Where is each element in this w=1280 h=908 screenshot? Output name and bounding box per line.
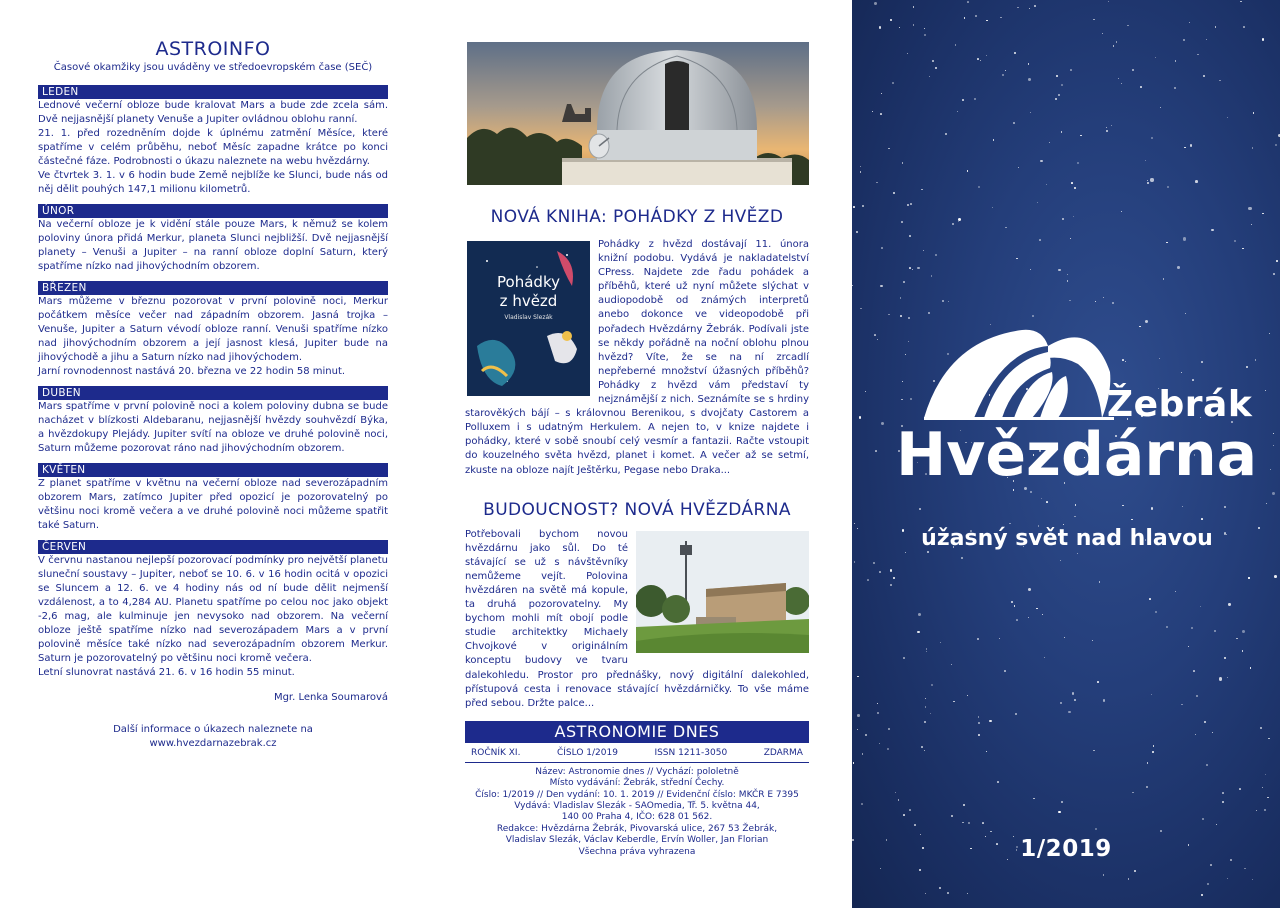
book-cover-image <box>467 241 590 396</box>
month-paragraph: Mars spatříme v první polovině noci a kolem poloviny dubna se bude nacházet v blízkosti Aldebaranu, nejjasnější hvězdy souhvězdí Býka, a hvězdokupy Plejády. Jupiter svítí na obloze ve druhé polovině noci, Saturn můžeme pozorovat ráno nad jihovýchodním obzorem. <box>38 401 388 454</box>
book-cover-title-line2: z hvězd <box>499 292 558 310</box>
imprint-line: Všechna práva vyhrazena <box>578 846 696 857</box>
month-section-cerven <box>38 540 388 680</box>
astroinfo-column <box>38 38 388 878</box>
imprint-box <box>465 721 809 858</box>
month-paragraph: 21. 1. před rozedněním dojde k úplnému zatmění Měsíce, které spatříme v celém průběhu, neboť Měsíc zapadne krátce po konci částečné fáze. Podrobnosti o úkazu naleznete na webu hvězdárny. <box>38 128 388 167</box>
imprint-volume: ROČNÍK XI. <box>471 747 521 758</box>
month-paragraph: Z planet spatříme v květnu na večerní obloze nad severozápadním obzorem Mars, zatímco Jupiter před opozicí je pozorovatelný po většinu noci kromě večera a ve druhé polovině noci můžeme spatřit také Saturn. <box>38 478 388 531</box>
book-cover-title-line1: Pohádky <box>497 273 560 291</box>
news-column <box>465 42 809 872</box>
month-paragraph: Lednové večerní obloze bude kralovat Mars a bude zde zcela sám. Dvě nejjasnější planety Venuše a Jupiter ovládnou oblohu ranní. <box>38 100 388 125</box>
imprint-line: 140 00 Praha 4, IČO: 628 01 562. <box>561 812 713 823</box>
month-header: KVĚTEN <box>38 463 388 477</box>
future-text: Potřebovali bychom novou hvězdárnu jako sůl. Do té stávající se už s návštěvníky nemůžeme vejít. Polovina hvězdáren na světě má kopule, ta druhá pozorovatelny. My bychom mohli mít obojí podle studie architektky Michaely Chvojkové v originálním konceptu budovy ve tvaru dalekohledu. Prostor pro přednášky, nový digitální dalekohled, přístupová cesta i renovace stávající hvězdárničky. To vše máme před sebou. Držte palce... <box>465 528 809 709</box>
cover-slogan: úžasný svět nad hlavou <box>921 526 1213 551</box>
brand-town: Žebrák <box>1107 384 1253 425</box>
observatory-illustration <box>467 42 809 185</box>
imprint-issn: ISSN 1211-3050 <box>654 747 728 758</box>
month-paragraph: Ve čtvrtek 3. 1. v 6 hodin bude Země nejblíže ke Slunci, bude nás od něj dělit pouhých 147,1 milionu kilometrů. <box>38 170 388 195</box>
imprint-issue: ČÍSLO 1/2019 <box>556 747 618 758</box>
book-heading: NOVÁ KNIHA: POHÁDKY Z HVĚZD <box>490 207 784 227</box>
month-paragraph: Mars můžeme v březnu pozorovat v první polovině noci, Merkur počátkem měsíce večer nad západním obzorem. Jasná trojka – Venuše, Jupiter a Saturn vévodí obloze ranní. Venuši spatříme nízko nad jihovýchodním obzorem a její jasnost klesá, Jupiter bude na jihovýchodě a jihu a Saturn nízko nad jihovýchodem. <box>38 296 388 363</box>
month-section-duben <box>38 386 388 456</box>
month-section-brezen <box>38 281 388 379</box>
imprint-line: Redakce: Hvězdárna Žebrák, Pivovarská ulice, 267 53 Žebrák, <box>496 823 778 834</box>
imprint-meta-row <box>465 743 809 758</box>
month-section-leden <box>38 85 388 197</box>
month-section-unor <box>38 204 388 274</box>
website-link[interactable]: www.hvezdarnazebrak.cz <box>149 738 277 749</box>
cover-issue-number: 1/2019 <box>1020 836 1112 862</box>
month-header: ČERVEN <box>38 540 388 554</box>
month-header: BŘEZEN <box>38 281 388 295</box>
book-article <box>465 238 809 478</box>
imprint-line: Místo vydávání: Žebrák, střední Čechy. <box>549 778 725 789</box>
observatory-photo <box>467 42 809 185</box>
imprint-line: Název: Astronomie dnes // Vychází: pololetně <box>535 766 739 777</box>
astroinfo-subtitle: Časové okamžiky jsou uváděny ve středoevropském čase (SEČ) <box>53 62 373 73</box>
month-paragraph: V červnu nastanou nejlepší pozorovací podmínky pro největší planetu sluneční soustavy – Jupiter, neboť se 10. 6. v 16 hodin ocitá v opozici se Sluncem a 12. 6. ve 4 hodiny nás od ní bude dělit nejmenší vzdálenost, a to 4,284 AU. Planetu spatříme po celou noc jako objekt -2,6 mag, ale kulminuje jen nevysoko nad obzorem. Na večerní obloze ještě spatříme nízko nad severozápadem Mars a v první polovině měsíce také nízko nad severozápadním obzorem Merkur. Saturn je pozorovatelný po většinu noci kromě večera. <box>38 555 388 664</box>
book-text: Pohádky z hvězd dostávají 11. února knižní podobu. Vydává je nakladatelství CPress. Najdete zde řadu pohádek a příběhů, které už nyní můžete slýchat v audiopodobě od známých interpretů anebo dokonce ve videopodobě při pořadech Hvězdárny Žebrák. Podívali jste se někdy pořádně na noční oblohu plnou hvězd? Víte, že se na ní zrcadlí nepřeberné množství úžasných příběhů? Pohádky z hvězd vám představí ty nejznámější z nich. Seznámíte se s hrdiny starověkých bájí – s královnou Berenikou, s dvojčaty Castorem a Polluxem i s udatným Herkulem. A nejen to, v knize najdete i pohádky, které v sobě snoubí celý vesmír a fantazii. Račte vstoupit do kouzelného světa hvězd, planet i komet. A večer až se setmí, zkuste na obloze najít Ještěrku, Pegase nebo Draka... <box>465 239 809 476</box>
imprint-line: Číslo: 1/2019 // Den vydání: 10. 1. 2019 // Evidenční číslo: MKČR E 7395 <box>475 789 799 800</box>
month-section-kveten <box>38 463 388 533</box>
book-cover-author: Vladislav Slezák <box>504 314 553 321</box>
future-heading: BUDOUCNOST? NOVÁ HVĚZDÁRNA <box>483 499 791 520</box>
imprint-divider <box>465 762 809 763</box>
imprint-title: ASTRONOMIE DNES <box>465 721 809 743</box>
new-observatory-illustration <box>636 531 809 653</box>
imprint-details <box>465 767 809 858</box>
new-observatory-photo <box>636 531 809 653</box>
month-header: DUBEN <box>38 386 388 400</box>
month-header: LEDEN <box>38 85 388 99</box>
front-cover <box>852 0 1280 908</box>
more-info <box>38 723 388 751</box>
brand-name: Hvězdárna <box>896 420 1258 490</box>
month-paragraph: Na večerní obloze je k vidění stále pouze Mars, k němuž se kolem poloviny února přidá Merkur, planeta Slunci nejbližší. Dvě nejjasnější planety – Venuši a Jupiter – na ranní obloze doplní Saturn, který spatříme nízko nad jihovýchodním obzorem. <box>38 219 388 272</box>
author-signature: Mgr. Lenka Soumarová <box>273 692 388 703</box>
astroinfo-title: ASTROINFO <box>155 38 271 60</box>
imprint-line: Vydává: Vladislav Slezák - SAOmedia, Tř. 5. května 44, <box>514 801 760 812</box>
month-paragraph: Letní slunovrat nastává 21. 6. v 16 hodin 55 minut. <box>38 667 295 678</box>
imprint-line: Vladislav Slezák, Václav Keberdle, Ervín Woller, Jan Florian <box>505 835 769 846</box>
future-article <box>465 528 809 711</box>
imprint-price: ZDARMA <box>763 747 803 758</box>
month-header: ÚNOR <box>38 204 388 218</box>
month-paragraph: Jarní rovnodennost nastává 20. března ve 22 hodin 58 minut. <box>38 366 346 377</box>
book-cover-title <box>467 273 590 311</box>
more-info-text: Další informace o úkazech naleznete na <box>113 724 313 735</box>
